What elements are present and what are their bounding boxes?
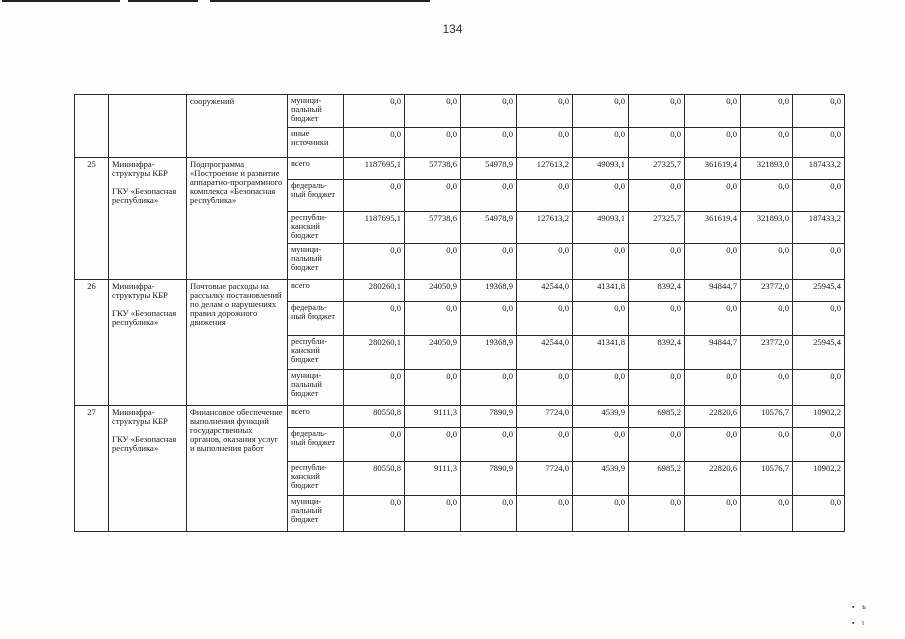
amount-cell: 0,0	[573, 302, 629, 336]
amount-cell: 9111,3	[405, 406, 461, 428]
amount-cell: 0,0	[793, 95, 845, 128]
amount-cell: 0,0	[741, 302, 793, 336]
amount-cell: 0,0	[685, 302, 741, 336]
amount-cell: 0,0	[573, 370, 629, 406]
table-row	[75, 280, 845, 302]
amount-cell: 22820,6	[685, 406, 741, 428]
amount-cell: 361619,4	[685, 212, 741, 244]
funding-source: всего	[288, 406, 344, 428]
amount-cell: 0,0	[517, 95, 573, 128]
entry-number	[75, 95, 109, 158]
amount-cell: 0,0	[573, 180, 629, 212]
amount-cell: 0,0	[461, 128, 517, 158]
entry-name: сооружений	[187, 95, 288, 158]
amount-cell: 49093,1	[573, 158, 629, 180]
amount-cell: 0,0	[741, 128, 793, 158]
amount-cell: 0,0	[517, 370, 573, 406]
amount-cell: 8392,4	[629, 336, 685, 370]
amount-cell: 0,0	[344, 180, 405, 212]
amount-cell: 80550,8	[344, 406, 405, 428]
amount-cell: 49093,1	[573, 212, 629, 244]
funding-source: муници-пальный бюджет	[288, 244, 344, 280]
amount-cell: 0,0	[461, 370, 517, 406]
amount-cell: 0,0	[685, 370, 741, 406]
amount-cell: 10576,7	[741, 462, 793, 496]
amount-cell: 0,0	[685, 244, 741, 280]
amount-cell: 0,0	[517, 128, 573, 158]
amount-cell: 0,0	[405, 128, 461, 158]
amount-cell: 0,0	[405, 95, 461, 128]
amount-cell: 187433,2	[793, 158, 845, 180]
entry-name: Почтовые расходы на рассылку постановлений по делам о нарушениях правил дорожного движения	[187, 280, 288, 406]
amount-cell: 0,0	[741, 95, 793, 128]
amount-cell: 10902,2	[793, 406, 845, 428]
funding-source: республи-канский бюджет	[288, 462, 344, 496]
amount-cell: 57738,6	[405, 212, 461, 244]
amount-cell: 0,0	[517, 244, 573, 280]
amount-cell: 19368,9	[461, 336, 517, 370]
amount-cell: 0,0	[685, 428, 741, 462]
amount-cell: 0,0	[793, 180, 845, 212]
table-row	[75, 406, 845, 428]
amount-cell: 27325,7	[629, 212, 685, 244]
amount-cell: 0,0	[629, 496, 685, 532]
amount-cell: 4539,9	[573, 406, 629, 428]
amount-cell: 0,0	[461, 496, 517, 532]
amount-cell: 0,0	[793, 128, 845, 158]
amount-cell: 0,0	[405, 496, 461, 532]
top-rule-mid	[128, 0, 198, 2]
amount-cell: 0,0	[741, 244, 793, 280]
funding-source: федераль-ный бюджет	[288, 428, 344, 462]
amount-cell: 27325,7	[629, 158, 685, 180]
entry-name: Подпрограмма «Построение и развитие аппаратно-программного комплекса «Безопасная республика»	[187, 158, 288, 280]
amount-cell: 0,0	[793, 302, 845, 336]
margin-mark-2: ▪ ι	[852, 620, 864, 627]
entry-number: 25	[75, 158, 109, 280]
amount-cell: 0,0	[793, 244, 845, 280]
executor-ministry: Мининфра-структуры КБР	[112, 407, 168, 427]
amount-cell: 0,0	[461, 244, 517, 280]
amount-cell: 0,0	[685, 180, 741, 212]
entry-name: Финансовое обеспечение выполнения функций государственных органов, оказания услуг и выполнения работ	[187, 406, 288, 532]
amount-cell: 321893,0	[741, 158, 793, 180]
amount-cell: 0,0	[685, 496, 741, 532]
amount-cell: 0,0	[405, 180, 461, 212]
amount-cell: 0,0	[685, 95, 741, 128]
amount-cell: 23772,0	[741, 280, 793, 302]
amount-cell: 0,0	[517, 496, 573, 532]
amount-cell: 25945,4	[793, 280, 845, 302]
amount-cell: 54978,9	[461, 158, 517, 180]
amount-cell: 24050,9	[405, 336, 461, 370]
amount-cell: 10576,7	[741, 406, 793, 428]
amount-cell: 94844,7	[685, 336, 741, 370]
amount-cell: 7890,9	[461, 406, 517, 428]
table-row	[75, 158, 845, 180]
amount-cell: 9111,3	[405, 462, 461, 496]
amount-cell: 0,0	[461, 95, 517, 128]
amount-cell: 0,0	[405, 302, 461, 336]
funding-source: республи-канский бюджет	[288, 336, 344, 370]
amount-cell: 0,0	[344, 428, 405, 462]
amount-cell: 42544,0	[517, 336, 573, 370]
amount-cell: 0,0	[629, 370, 685, 406]
amount-cell: 127613,2	[517, 212, 573, 244]
amount-cell: 0,0	[573, 128, 629, 158]
amount-cell: 0,0	[793, 370, 845, 406]
funding-source: всего	[288, 158, 344, 180]
executor-agency: ГКУ «Безопасная республика»	[112, 308, 177, 328]
funding-source: федераль-ный бюджет	[288, 302, 344, 336]
amount-cell: 187433,2	[793, 212, 845, 244]
amount-cell: 0,0	[344, 370, 405, 406]
funding-source: муници-пальный бюджет	[288, 95, 344, 128]
amount-cell: 0,0	[344, 244, 405, 280]
entry-executor	[109, 158, 187, 280]
funding-source: федераль-ный бюджет	[288, 180, 344, 212]
amount-cell: 80550,8	[344, 462, 405, 496]
amount-cell: 0,0	[461, 180, 517, 212]
amount-cell: 0,0	[405, 428, 461, 462]
amount-cell: 24050,9	[405, 280, 461, 302]
amount-cell: 0,0	[629, 180, 685, 212]
amount-cell: 0,0	[517, 180, 573, 212]
amount-cell: 0,0	[685, 128, 741, 158]
amount-cell: 7724,0	[517, 462, 573, 496]
amount-cell: 0,0	[405, 244, 461, 280]
amount-cell: 0,0	[741, 180, 793, 212]
top-rule-right	[210, 0, 430, 2]
amount-cell: 7890,9	[461, 462, 517, 496]
amount-cell: 0,0	[629, 302, 685, 336]
amount-cell: 361619,4	[685, 158, 741, 180]
amount-cell: 6985,2	[629, 462, 685, 496]
top-rule-left	[2, 0, 120, 2]
entry-executor	[109, 406, 187, 532]
amount-cell: 23772,0	[741, 336, 793, 370]
amount-cell: 0,0	[517, 428, 573, 462]
amount-cell: 0,0	[629, 244, 685, 280]
budget-table	[74, 94, 845, 532]
funding-source: республи-канский бюджет	[288, 212, 344, 244]
amount-cell: 94844,7	[685, 280, 741, 302]
amount-cell: 280260,1	[344, 336, 405, 370]
amount-cell: 0,0	[629, 95, 685, 128]
amount-cell: 19368,9	[461, 280, 517, 302]
amount-cell: 0,0	[573, 95, 629, 128]
amount-cell: 0,0	[793, 496, 845, 532]
amount-cell: 0,0	[741, 428, 793, 462]
margin-mark-1: ▪ ь	[852, 604, 866, 611]
amount-cell: 0,0	[573, 428, 629, 462]
amount-cell: 54978,9	[461, 212, 517, 244]
amount-cell: 0,0	[461, 302, 517, 336]
funding-source: муници-пальный бюджет	[288, 496, 344, 532]
funding-source: иные источники	[288, 128, 344, 158]
amount-cell: 22820,6	[685, 462, 741, 496]
amount-cell: 0,0	[344, 302, 405, 336]
amount-cell: 8392,4	[629, 280, 685, 302]
amount-cell: 0,0	[793, 428, 845, 462]
amount-cell: 57738,6	[405, 158, 461, 180]
amount-cell: 0,0	[573, 496, 629, 532]
amount-cell: 0,0	[517, 302, 573, 336]
amount-cell: 0,0	[405, 370, 461, 406]
amount-cell: 321893,0	[741, 212, 793, 244]
amount-cell: 4539,9	[573, 462, 629, 496]
amount-cell: 127613,2	[517, 158, 573, 180]
amount-cell: 0,0	[461, 428, 517, 462]
executor-ministry: Мининфра-структуры КБР	[112, 281, 168, 301]
amount-cell: 41341,8	[573, 336, 629, 370]
amount-cell: 0,0	[629, 128, 685, 158]
amount-cell: 0,0	[629, 428, 685, 462]
amount-cell: 25945,4	[793, 336, 845, 370]
amount-cell: 0,0	[344, 496, 405, 532]
entry-number: 26	[75, 280, 109, 406]
entry-executor	[109, 95, 187, 158]
funding-source: всего	[288, 280, 344, 302]
amount-cell: 10902,2	[793, 462, 845, 496]
table-row	[75, 95, 845, 128]
executor-ministry: Мининфра-структуры КБР	[112, 159, 168, 179]
page-number: 134	[442, 22, 463, 36]
amount-cell: 6985,2	[629, 406, 685, 428]
amount-cell: 0,0	[741, 370, 793, 406]
executor-agency: ГКУ «Безопасная республика»	[112, 434, 177, 454]
amount-cell: 0,0	[344, 95, 405, 128]
amount-cell: 42544,0	[517, 280, 573, 302]
amount-cell: 7724,0	[517, 406, 573, 428]
amount-cell: 280260,1	[344, 280, 405, 302]
entry-number: 27	[75, 406, 109, 532]
amount-cell: 1187695,1	[344, 212, 405, 244]
funding-source: муници-пальный бюджет	[288, 370, 344, 406]
amount-cell: 41341,8	[573, 280, 629, 302]
amount-cell: 0,0	[573, 244, 629, 280]
executor-agency: ГКУ «Безопасная республика»	[112, 186, 177, 206]
entry-executor	[109, 280, 187, 406]
amount-cell: 0,0	[741, 496, 793, 532]
amount-cell: 0,0	[344, 128, 405, 158]
amount-cell: 1187695,1	[344, 158, 405, 180]
